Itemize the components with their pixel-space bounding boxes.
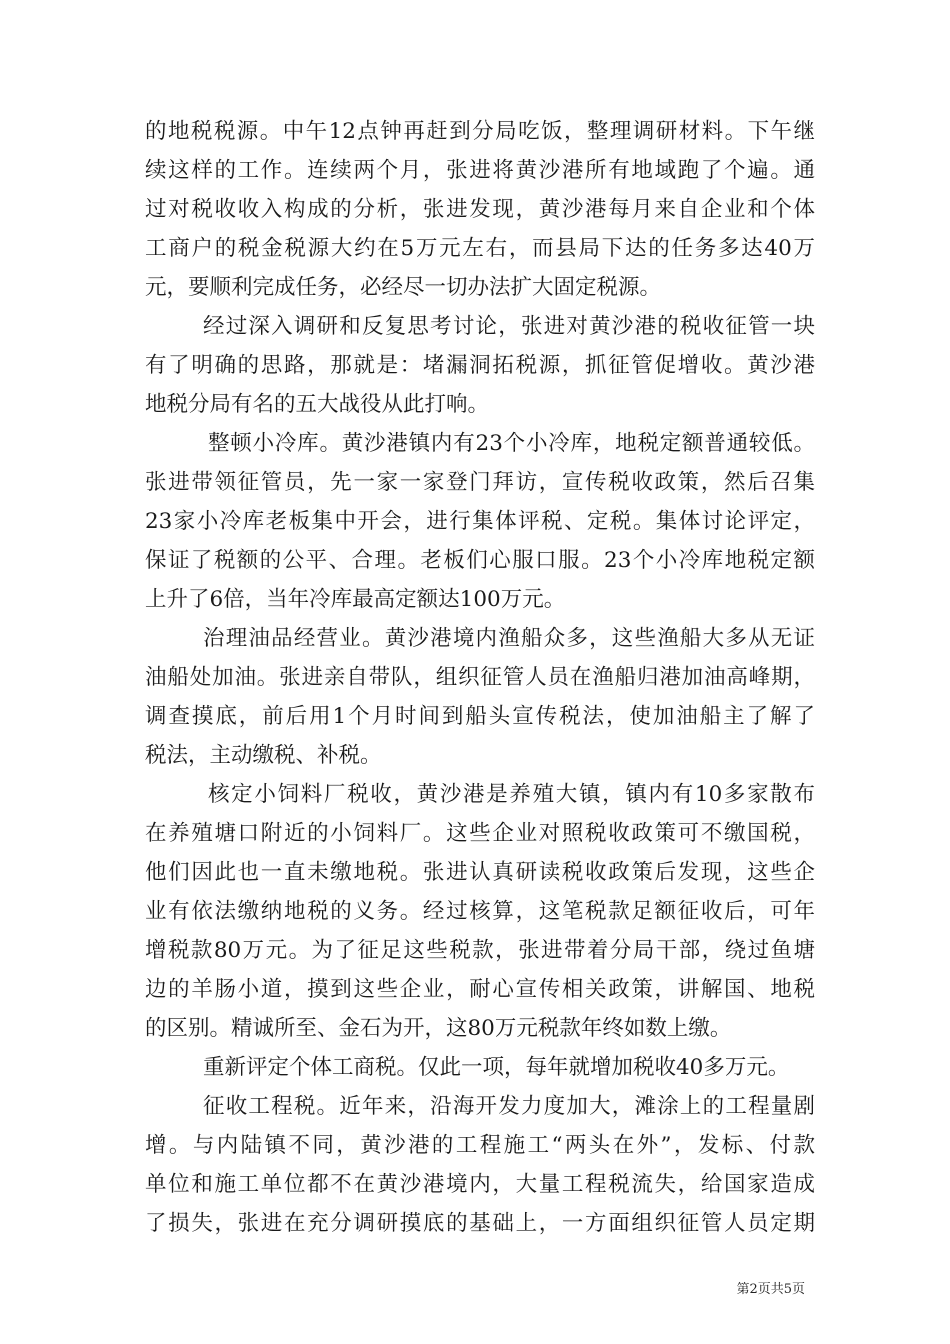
text-line: 业有依法缴纳地税的义务。经过核算，这笔税款足额征收后，可年	[145, 899, 815, 924]
text-line: 边的羊肠小道，摸到这些企业，耐心宣传相关政策，讲解国、地税	[145, 977, 815, 1002]
page-number: 第2页共5页	[736, 1282, 805, 1297]
text-line: 地税分局有名的五大战役从此打响。	[145, 392, 490, 417]
text-line: 的区别。精诚所至、金石为开，这80万元税款年终如数上缴。	[145, 1016, 732, 1041]
paragraph-start-line: 经过深入调研和反复思考讨论，张进对黄沙港的税收征管一块	[203, 314, 815, 339]
text-line: 保证了税额的公平、合理。老板们心服口服。23个小冷库地税定额	[145, 548, 815, 573]
text-line: 税法，主动缴税、补税。	[145, 743, 382, 768]
paragraph-start-line: 核定小饲料厂税收，黄沙港是养殖大镇，镇内有10多家散布	[208, 782, 815, 807]
text-line: 在养殖塘口附近的小饲料厂。这些企业对照税收政策可不缴国税，	[145, 821, 815, 846]
text-line: 工商户的税金税源大约在5万元左右，而县局下达的任务多达40万	[145, 236, 815, 261]
text-line: 增。与内陆镇不同，黄沙港的工程施工“两头在外”，发标、付款	[145, 1133, 815, 1158]
text-line: 单位和施工单位都不在黄沙港境内，大量工程税流失，给国家造成	[145, 1172, 815, 1197]
paragraph-start-line: 征收工程税。近年来，沿海开发力度加大，滩涂上的工程量剧	[203, 1094, 815, 1119]
text-line: 的地税税源。中午12点钟再赶到分局吃饭，整理调研材料。下午继	[145, 119, 815, 144]
document-body	[145, 112, 815, 1243]
paragraph-start-line: 整顿小冷库。黄沙港镇内有23个小冷库，地税定额普通较低。	[208, 431, 815, 456]
text-line: 续这样的工作。连续两个月，张进将黄沙港所有地域跑了个遍。通	[145, 158, 815, 183]
text-line: 调查摸底，前后用1个月时间到船头宣传税法，使加油船主了解了	[145, 704, 815, 729]
text-line: 过对税收收入构成的分析，张进发现，黄沙港每月来自企业和个体	[145, 197, 815, 222]
text-line: 油船处加油。张进亲自带队，组织征管人员在渔船归港加油高峰期，	[145, 665, 815, 690]
text-line: 他们因此也一直未缴地税。张进认真研读税收政策后发现，这些企	[145, 860, 815, 885]
text-line: 增税款80万元。为了征足这些税款，张进带着分局干部，绕过鱼塘	[145, 938, 815, 963]
text-line: 了损失，张进在充分调研摸底的基础上，一方面组织征管人员定期	[145, 1211, 815, 1236]
paragraph-start-line: 重新评定个体工商税。仅此一项，每年就增加税收40多万元。	[203, 1055, 790, 1080]
text-line: 元，要顺利完成任务，必经尽一切办法扩大固定税源。	[145, 275, 662, 300]
text-line: 上升了6倍，当年冷库最高定额达100万元。	[145, 587, 566, 612]
text-line: 有了明确的思路，那就是：堵漏洞拓税源，抓征管促增收。黄沙港	[145, 353, 815, 378]
text-line: 张进带领征管员，先一家一家登门拜访，宣传税收政策，然后召集	[145, 470, 815, 495]
text-line: 23家小冷库老板集中开会，进行集体评税、定税。集体讨论评定，	[145, 509, 815, 534]
paragraph-start-line: 治理油品经营业。黄沙港境内渔船众多，这些渔船大多从无证	[203, 626, 815, 651]
